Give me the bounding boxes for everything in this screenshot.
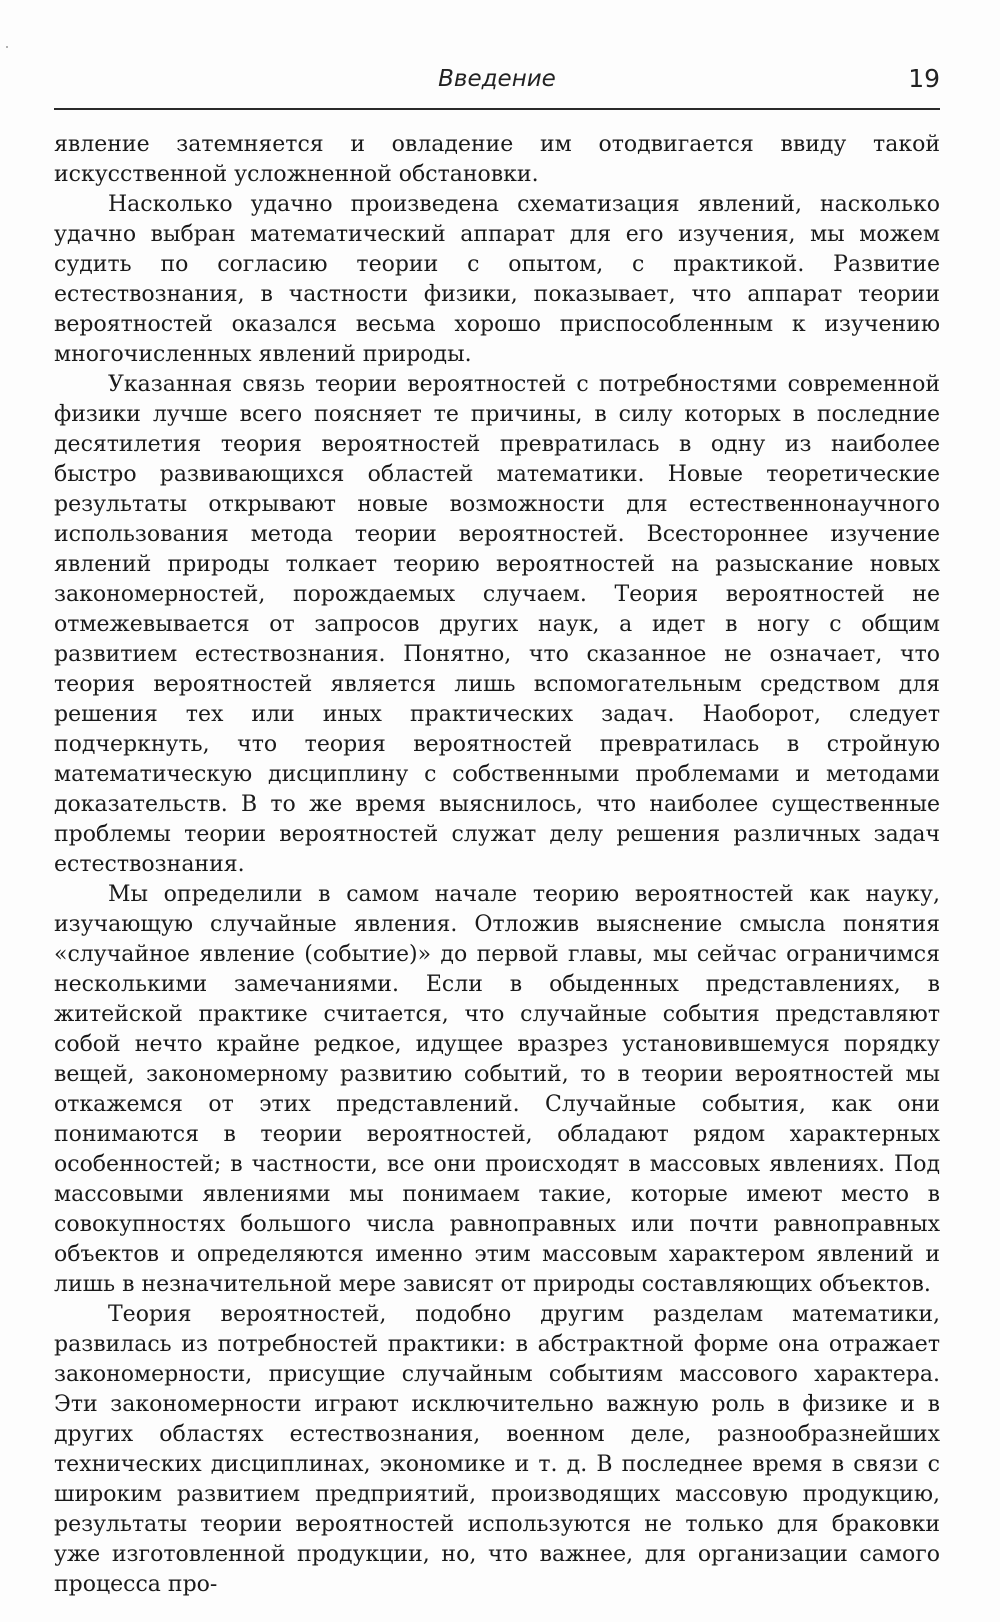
page-number: 19 bbox=[908, 64, 940, 93]
scan-speck bbox=[6, 46, 8, 48]
page-header bbox=[54, 60, 940, 110]
body-text bbox=[54, 130, 940, 1600]
paragraph: Указанная связь теории вероятностей с потребностями современной физики лучше всего поясняет те причины, в силу которых в последние десятилетия теория вероятностей превратилась в одну из наиболее быстро развивающихся областей математики. Новые теоретические результаты открывают новые возможности для естественнонаучного использования метода теории вероятностей. Всестороннее изучение явлений природы толкает теорию вероятностей на разыскание новых закономерностей, порождаемых случаем. Теория вероятностей не отмежевывается от запросов других наук, а идет в ногу с общим развитием естествознания. Понятно, что сказанное не означает, что теория вероятностей является лишь вспомогательным средством для решения тех или иных практических задач. Наоборот, следует подчеркнуть, что теория вероятностей превратилась в стройную математическую дисциплину с собственными проблемами и методами доказательств. В то же время выяснилось, что наиболее существенные проблемы теории вероятностей служат делу решения различных задач естествознания. bbox=[54, 372, 940, 877]
paragraph: Теория вероятностей, подобно другим разделам математики, развилась из потребностей практики: в абстрактной форме она отражает закономерности, присущие случайным событиям массового характера. Эти закономерности играют исключительно важную роль в физике и в других областях естествознания, военном деле, разнообразнейших технических дисциплинах, экономике и т. д. В последнее время в связи с широким развитием предприятий, производящих массовую продукцию, результаты теории вероятностей используются не только для браковки уже изготовленной продукции, но, что важнее, для организации самого процесса про- bbox=[54, 1302, 940, 1597]
running-title: Введение bbox=[438, 66, 556, 92]
paragraph: Насколько удачно произведена схематизация явлений, насколько удачно выбран математический аппарат для его изучения, мы можем судить по согласию теории с опытом, с практикой. Развитие естествознания, в частности физики, показывает, что аппарат теории вероятностей оказался весьма хорошо приспособленным к изучению многочисленных явлений природы. bbox=[54, 192, 940, 367]
paragraph-continuation: явление затемняется и овладение им отодвигается ввиду такой искусственной усложненной обстановки. bbox=[54, 132, 940, 187]
paragraph: Мы определили в самом начале теорию вероятностей как науку, изучающую случайные явления. Отложив выяснение смысла понятия «случайное явление (событие)» до первой главы, мы сейчас ограничимся несколькими замечаниями. Если в обыденных представлениях, в житейской практике считается, что случайные события представляют собой нечто крайне редкое, идущее вразрез установившемуся порядку вещей, закономерному развитию событий, то в теории вероятностей мы откажемся от этих представлений. Случайные события, как они понимаются в теории вероятностей, обладают рядом характерных особенностей; в частности, все они происходят в массовых явлениях. Под массовыми явлениями мы понимаем такие, которые имеют место в совокупностях большого числа равноправных или почти равноправных объектов и определяются именно этим массовым характером явлений и лишь в незначительной мере зависят от природы составляющих объектов. bbox=[54, 882, 940, 1297]
